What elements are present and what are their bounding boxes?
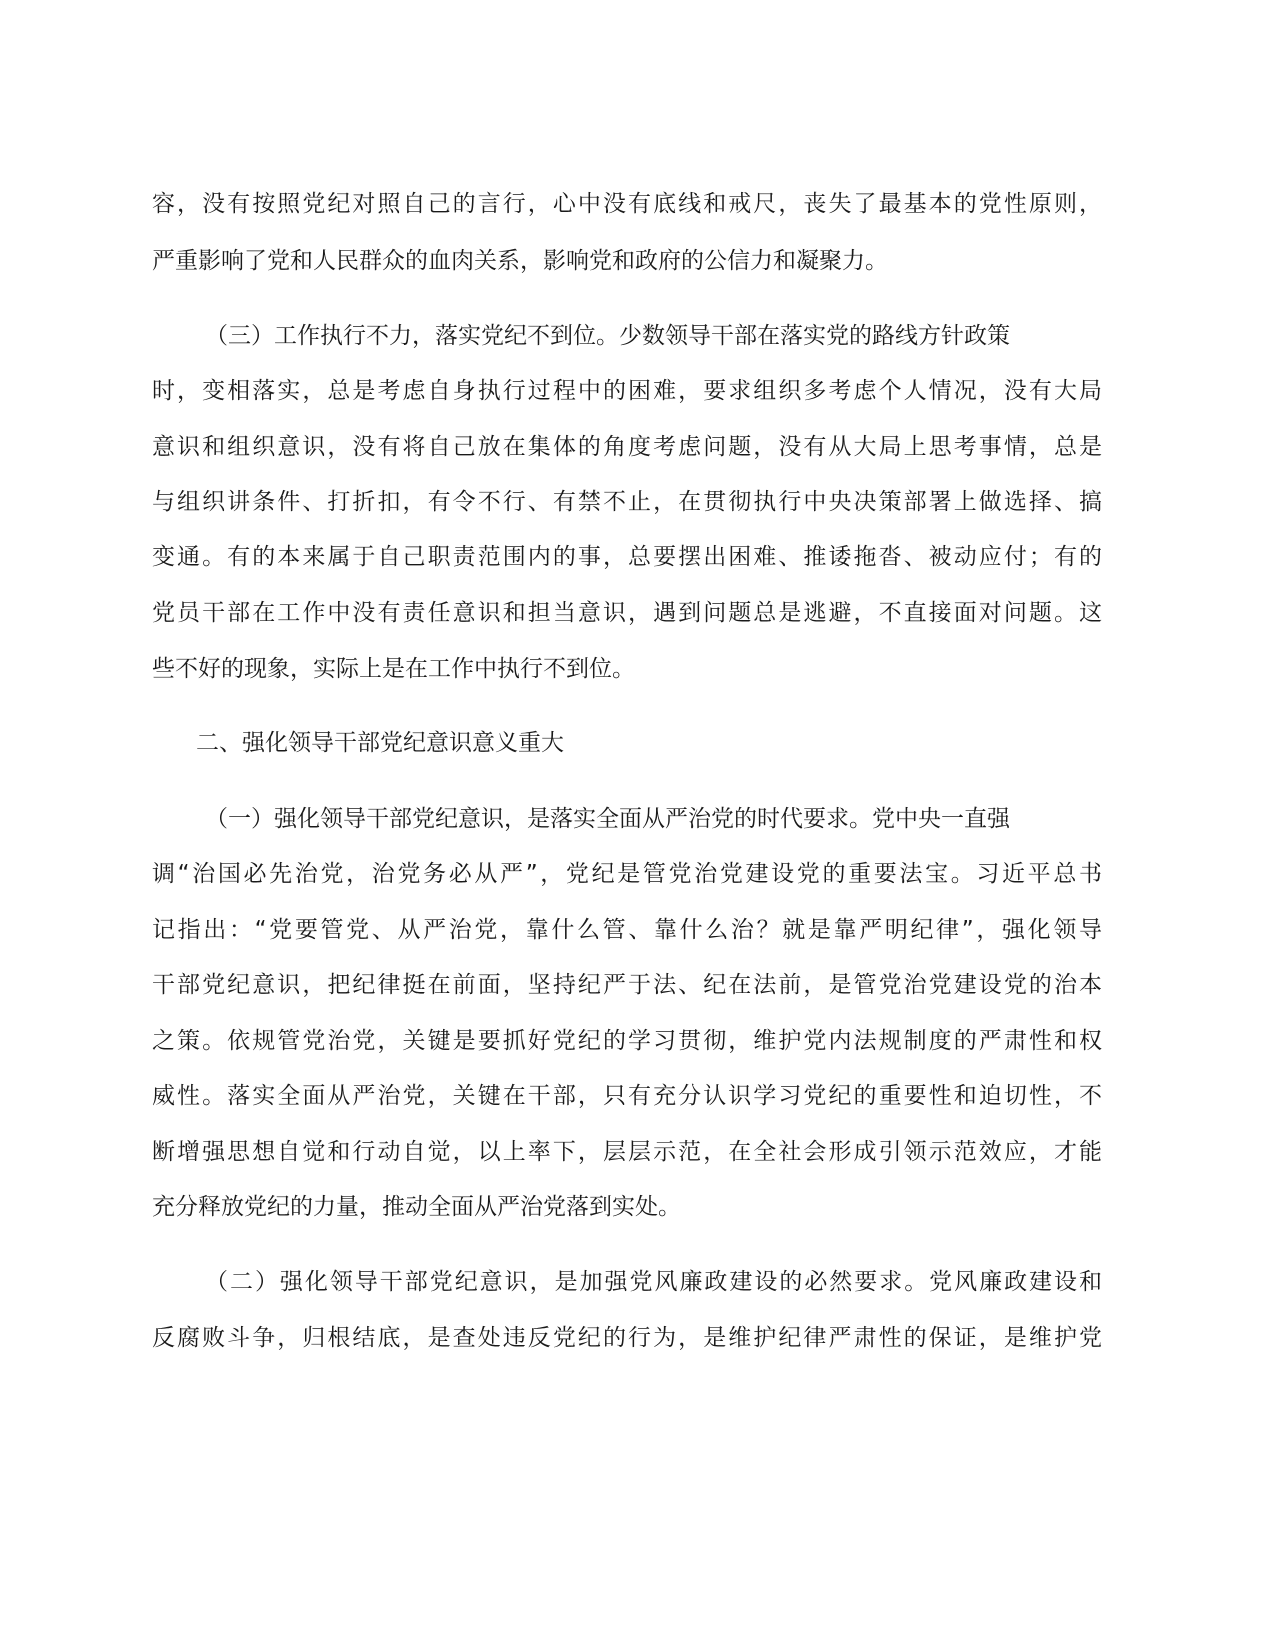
paragraph-line: 威性。落实全面从严治党，关键在干部，只有充分认识学习党纪的重要性和迫切性，不 (152, 1083, 1102, 1109)
paragraph-line: 反腐败斗争，归根结底，是查处违反党纪的行为，是维护纪律严肃性的保证，是维护党 (152, 1325, 1102, 1351)
paragraph-line: 之策。依规管党治党，关键是要抓好党纪的学习贯彻，维护党内法规制度的严肃性和权 (152, 1028, 1102, 1054)
paragraph-line: 干部党纪意识，把纪律挺在前面，坚持纪严于法、纪在法前，是管党治党建设党的治本 (152, 972, 1102, 998)
paragraph-line: 些不好的现象，实际上是在工作中执行不到位。 (152, 656, 635, 682)
paragraph-line: （一）强化领导干部党纪意识，是落实全面从严治党的时代要求。党中央一直强 (205, 806, 1010, 832)
paragraph-line: 严重影响了党和人民群众的血肉关系，影响党和政府的公信力和凝聚力。 (152, 248, 888, 274)
paragraph-line: 断增强思想自觉和行动自觉，以上率下，层层示范，在全社会形成引领示范效应，才能 (152, 1139, 1102, 1165)
paragraph-line: 党员干部在工作中没有责任意识和担当意识，遇到问题总是逃避，不直接面对问题。这 (152, 600, 1102, 626)
paragraph-line: 充分释放党纪的力量，推动全面从严治党落到实处。 (152, 1194, 681, 1220)
section-heading: 二、强化领导干部党纪意识意义重大 (196, 730, 564, 756)
paragraph-line: 容，没有按照党纪对照自己的言行，心中没有底线和戒尺，丧失了最基本的党性原则， (152, 191, 1102, 217)
paragraph-line: 调“治国必先治党，治党务必从严”，党纪是管党治党建设党的重要法宝。习近平总书 (152, 861, 1102, 887)
paragraph-line: 变通。有的本来属于自己职责范围内的事，总要摆出困难、推诿拖沓、被动应付；有的 (152, 544, 1102, 570)
paragraph-line: 意识和组织意识，没有将自己放在集体的角度考虑问题，没有从大局上思考事情，总是 (152, 434, 1102, 460)
paragraph-line: 记指出：“党要管党、从严治党，靠什么管、靠什么治？就是靠严明纪律”，强化领导 (152, 917, 1102, 943)
paragraph-line: 时，变相落实，总是考虑自身执行过程中的困难，要求组织多考虑个人情况，没有大局 (152, 378, 1102, 404)
paragraph-line: （三）工作执行不力，落实党纪不到位。少数领导干部在落实党的路线方针政策 (205, 323, 1010, 349)
paragraph-line: 与组织讲条件、打折扣，有令不行、有禁不止，在贯彻执行中央决策部署上做选择、搞 (152, 489, 1102, 515)
paragraph-line: （二）强化领导干部党纪意识，是加强党风廉政建设的必然要求。党风廉政建设和 (205, 1269, 1102, 1295)
